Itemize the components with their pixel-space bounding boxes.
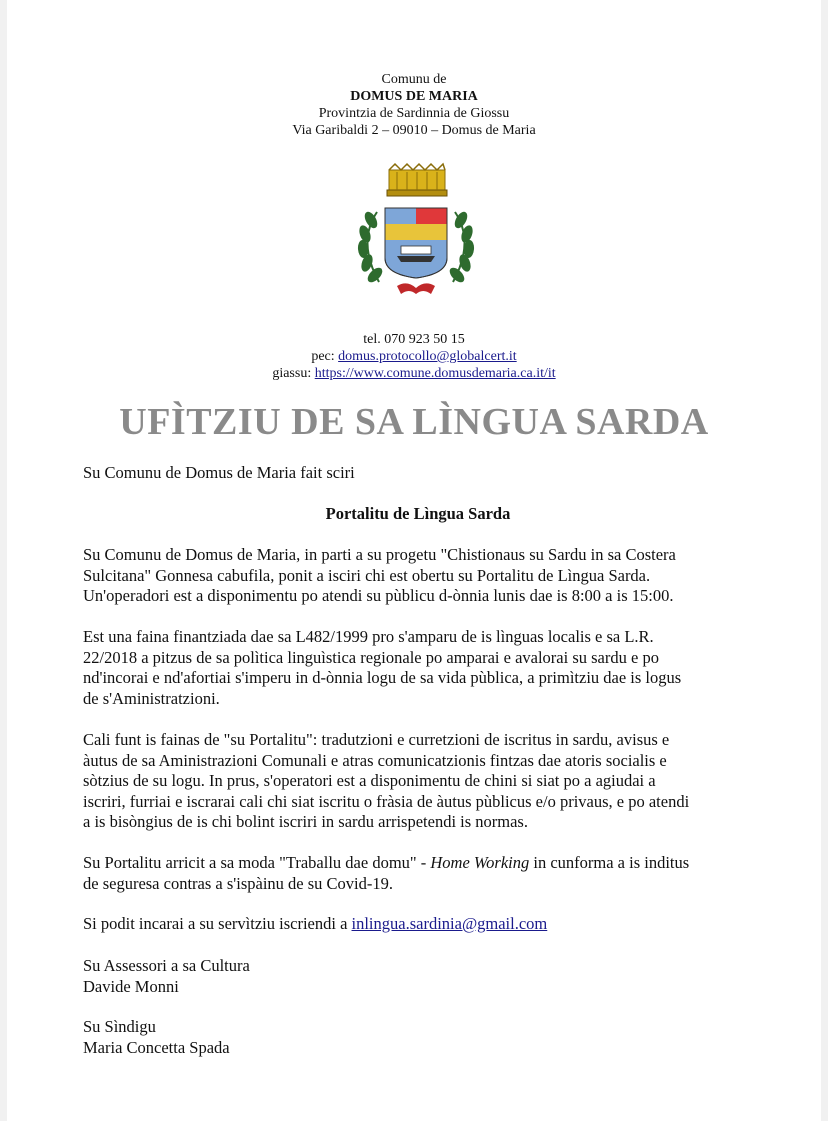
website-label: giassu: xyxy=(272,366,312,381)
contact-sentence-text: Si podit incarai a su servìtziu iscriendi a xyxy=(83,914,352,933)
signature-mayor xyxy=(83,1017,753,1058)
paragraph-line: àutus de sa Aministrazioni Comunali e atras comunicatzionis fintzas dae atoris socialis e xyxy=(83,750,667,770)
paragraph-line: de s'Aministratzioni. xyxy=(83,688,220,708)
paragraph-line: a is bisòngius de is chi bolint iscriri in sardu arrispetendi is normas. xyxy=(83,812,528,831)
home-working-suffix: in cunforma a is inditus xyxy=(529,853,690,872)
paragraph-line: Cali funt is fainas de "su Portalitu": tradutzioni e curretzioni de iscritus in sardu, avisus e xyxy=(83,730,670,749)
paragraph-line: iscriri, furriai e iscrarai cali chi siat iscritu o fràsia de àutus pùblicus e/o privaus, e po atendi xyxy=(83,791,690,811)
contact-sentence xyxy=(83,914,753,935)
letterhead xyxy=(7,71,821,139)
phone-line: tel. 070 923 50 15 xyxy=(363,332,465,347)
signature-name: Davide Monni xyxy=(83,976,179,996)
crown-icon xyxy=(387,164,447,196)
header-line-1: Comunu de xyxy=(381,72,447,87)
home-working-prefix: Su Portalitu arricit a sa moda "Traballu dae domu" - xyxy=(83,853,431,872)
paragraph-line: Est una faina finantziada dae sa L482/1999 pro s'amparu de is lìnguas localis e sa L.R. xyxy=(83,627,654,646)
paragraph-2 xyxy=(83,627,753,709)
paragraph-3 xyxy=(83,730,753,833)
website-line xyxy=(7,365,821,382)
shield-icon xyxy=(385,208,447,278)
pec-line xyxy=(7,348,821,365)
signature-role: Su Assessori a sa Cultura xyxy=(83,956,250,975)
address-line: Via Garibaldi 2 – 09010 – Domus de Maria xyxy=(292,123,536,138)
signature-name: Maria Concetta Spada xyxy=(83,1037,230,1057)
municipality-name: DOMUS DE MARIA xyxy=(350,89,478,104)
pec-label: pec: xyxy=(311,349,335,364)
laurel-right-icon xyxy=(447,210,475,285)
website-link[interactable]: https://www.comune.domusdemaria.ca.it/it xyxy=(314,366,556,381)
paragraph-line: de seguresa contras a s'ispàinu de su Covid-19. xyxy=(83,873,393,893)
laurel-left-icon xyxy=(357,210,385,285)
portal-subtitle: Portalitu de Lìngua Sarda xyxy=(325,504,511,523)
intro-text: Su Comunu de Domus de Maria fait sciri xyxy=(83,463,355,482)
contact-email-link[interactable]: inlingua.sardinia@gmail.com xyxy=(351,914,548,933)
coat-of-arms-icon xyxy=(347,162,485,302)
paragraph-1 xyxy=(83,545,753,607)
ribbon-icon xyxy=(397,283,435,294)
paragraph-line: sòtzius de su logu. In prus, s'operatori est a disponimentu de chini si siat po a agiudai a xyxy=(83,771,656,790)
home-working-emphasis: Home Working xyxy=(430,853,530,872)
office-title: UFÌTZIU DE SA LÌNGUA SARDA xyxy=(119,401,709,443)
pec-email-link[interactable]: domus.protocollo@globalcert.it xyxy=(338,349,517,364)
contact-block xyxy=(7,331,821,382)
paragraph-line: Sulcitana" Gonnesa cabufila, ponit a isciri chi est obertu su Portalitu de Lìngua Sarda. xyxy=(83,565,651,585)
paragraph-line xyxy=(83,853,753,874)
paragraph-line: Su Comunu de Domus de Maria, in parti a su progetu "Chistionaus su Sardu in sa Costera xyxy=(83,545,676,564)
document-page xyxy=(7,0,821,1121)
province-line: Provintzia de Sardinnia de Giossu xyxy=(318,106,510,121)
paragraph-line: nd'incorai e nd'afortiai s'imperu in d-ònnia logu de sa vida pùblica, a primìtziu dae is logus xyxy=(83,668,682,687)
signature-assessor xyxy=(83,956,753,997)
paragraph-4 xyxy=(83,853,753,894)
paragraph-line: Un'operadori est a disponimentu po atendi su pùblicu d-ònnia lunis dae is 8:00 a is 15:00. xyxy=(83,586,674,605)
signature-role: Su Sìndigu xyxy=(83,1017,156,1036)
paragraph-line: 22/2018 a pitzus de sa polìtica linguìstica regionale po amparai e avalorai su sardu e po xyxy=(83,647,659,667)
